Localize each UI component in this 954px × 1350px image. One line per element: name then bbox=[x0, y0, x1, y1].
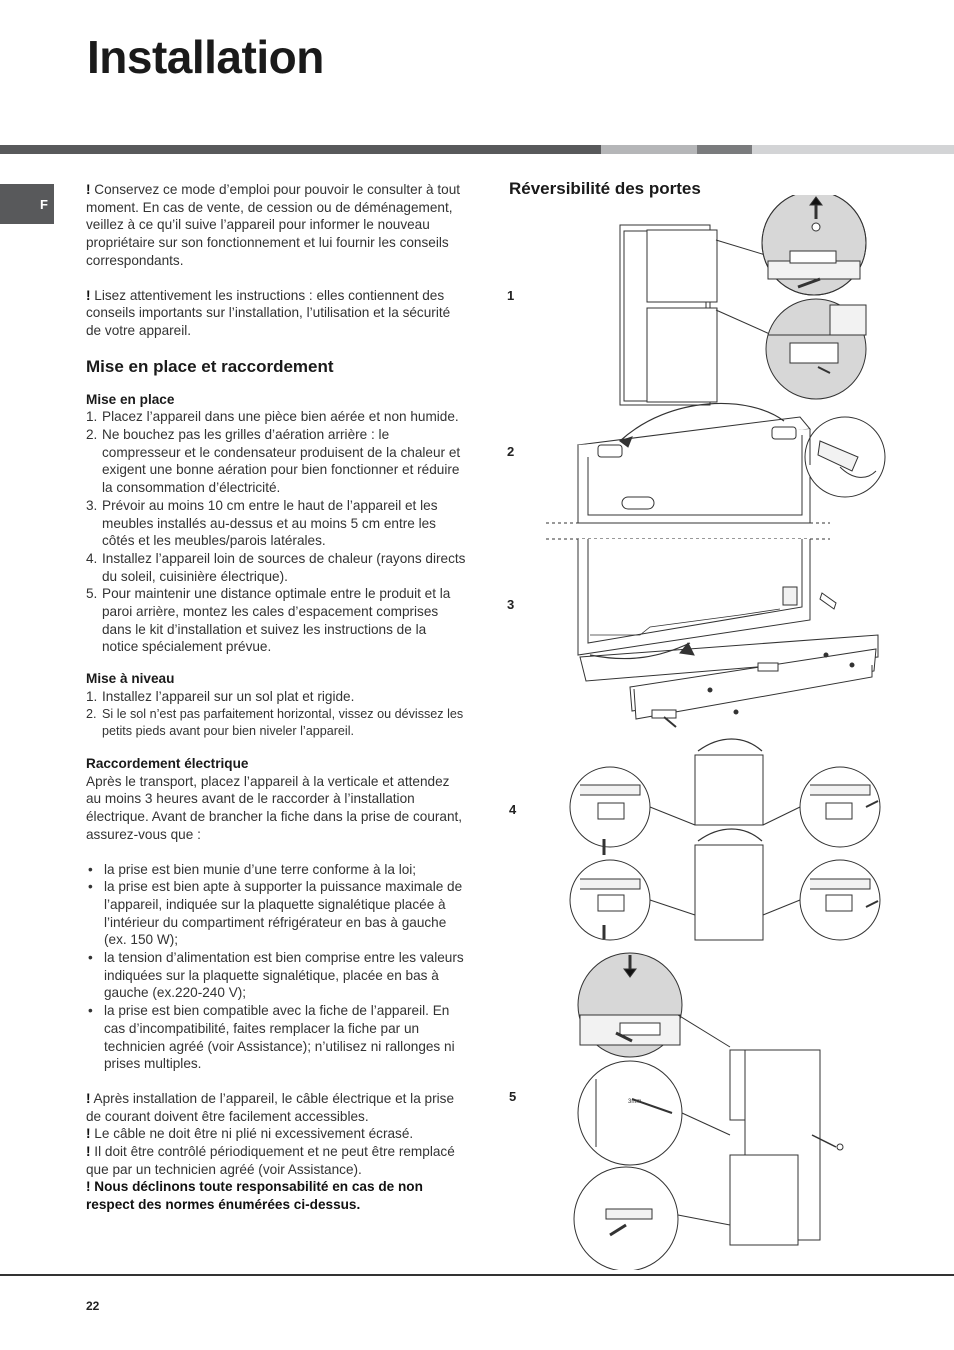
electrical-checklist bbox=[86, 861, 466, 1073]
section-heading: Mise en place et raccordement bbox=[86, 356, 334, 376]
placement-steps bbox=[86, 408, 466, 656]
header-band-pale bbox=[752, 145, 954, 154]
step1-illustration bbox=[620, 195, 866, 405]
list-item: • la tension d’alimentation est bien comprise entre les valeurs indiquées sur la plaquette signalétique, placée en bas à gauche (ex.220-240 V); bbox=[86, 949, 466, 1002]
header-band-dark bbox=[0, 145, 601, 154]
list-item: • la prise est bien munie d’une terre conforme à la loi; bbox=[86, 861, 466, 879]
electrical-heading: Raccordement électrique bbox=[86, 755, 249, 771]
intro-note-2: ! Lisez attentivement les instructions : elles contiennent des conseils importants sur l’installation, l’utilisation et la sécurité de votre appareil. bbox=[86, 287, 451, 338]
step3-illustration bbox=[578, 539, 878, 727]
door-reversal-diagram bbox=[540, 195, 954, 1270]
list-item: 3. Prévoir au moins 10 cm entre le haut de l’appareil et les meubles installés au-dessus et au moins 5 cm entre les côtés et les meubles/parois latérales. bbox=[86, 497, 438, 549]
footer-rule bbox=[0, 1274, 954, 1276]
step5-illustration bbox=[574, 953, 843, 1270]
electrical-intro: Après le transport, placez l’appareil à la verticale et attendez au moins 3 heures avant de le raccorder à l’installation électrique. Avant de brancher la fiche dans la prise de courant, assurez-vous que : bbox=[86, 773, 463, 842]
leveling-heading: Mise à niveau bbox=[86, 671, 175, 687]
step-number-5: 5 bbox=[509, 1089, 517, 1104]
step-number-2: 2 bbox=[507, 444, 515, 459]
list-item: 2. Ne bouchez pas les grilles d’aération arrière : le compresseur et le condensateur produisent de la chaleur et exigent une bonne aération pour bien fonctionner et réduire la consommation d’électricité. bbox=[86, 427, 461, 496]
intro-note-1: ! Conservez ce mode d’emploi pour pouvoir le consulter à tout moment. En cas de vente, de cession ou de déménagement, veillez à ce qu’il suive l’appareil pour informer le nouveau propriétaire sur son fonctionnement et lui fournir les conseils correspondants. bbox=[86, 182, 461, 268]
step-number-1: 1 bbox=[507, 288, 515, 303]
header-band-mid bbox=[697, 145, 752, 154]
step-number-3: 3 bbox=[507, 597, 515, 612]
warning-note: ! Le câble ne doit être ni plié ni excessivement écrasé. bbox=[86, 1126, 414, 1142]
step4-illustration bbox=[570, 739, 880, 940]
list-item: • la prise est bien apte à supporter la puissance maximale de l’appareil, indiquée sur la plaquette signalétique placée à l’intérieur du compartiment réfrigérateur en bas à gauche (ex. 150 W); bbox=[86, 878, 466, 949]
reversibility-heading: Réversibilité des portes bbox=[509, 179, 701, 198]
drill-size-label: 3mm bbox=[628, 1099, 642, 1105]
warning-note: ! Il doit être contrôlé périodiquement et ne peut être remplacé que par un technicien agréé (voir Assistance). bbox=[86, 1144, 455, 1177]
leveling-steps bbox=[86, 688, 466, 741]
left-column bbox=[86, 181, 466, 1214]
language-tab: F bbox=[0, 184, 54, 224]
list-item: 1. Placez l’appareil dans une pièce bien aérée et non humide. bbox=[86, 409, 459, 425]
step2-illustration bbox=[578, 403, 885, 523]
warning-note: ! Après installation de l’appareil, le câble électrique et la prise de courant doivent être facilement accessibles. bbox=[86, 1090, 454, 1124]
step-number-4: 4 bbox=[509, 802, 517, 817]
list-item: 5. Pour maintenir une distance optimale entre le produit et la paroi arrière, montez les cales d’espacement comprises dans le kit d’installation et suivez les instructions de la notice spécialement prévue. bbox=[86, 586, 451, 655]
disclaimer-note: ! Nous déclinons toute responsabilité en cas de non respect des normes énumérées ci-dessus. bbox=[86, 1179, 423, 1213]
page-number: 22 bbox=[86, 1299, 100, 1313]
list-item: 1. Installez l’appareil sur un sol plat et rigide. bbox=[86, 688, 355, 704]
list-item: 2. Si le sol n’est pas parfaitement horizontal, vissez ou dévissez les petits pieds avant pour bien niveler l’appareil. bbox=[86, 706, 464, 739]
list-item: • la prise est bien compatible avec la fiche de l’appareil. En cas d’incompatibilité, faites remplacer la fiche par un technicien agréé (voir Assistance); n’utilisez ni rallonges ni prises multiples. bbox=[86, 1002, 466, 1073]
placement-heading: Mise en place bbox=[86, 391, 175, 407]
header-band-light bbox=[601, 145, 697, 154]
list-item: 4. Installez l’appareil loin de sources de chaleur (rayons directs du soleil, cuisinière électrique). bbox=[86, 550, 466, 584]
page-title: Installation bbox=[87, 31, 324, 83]
